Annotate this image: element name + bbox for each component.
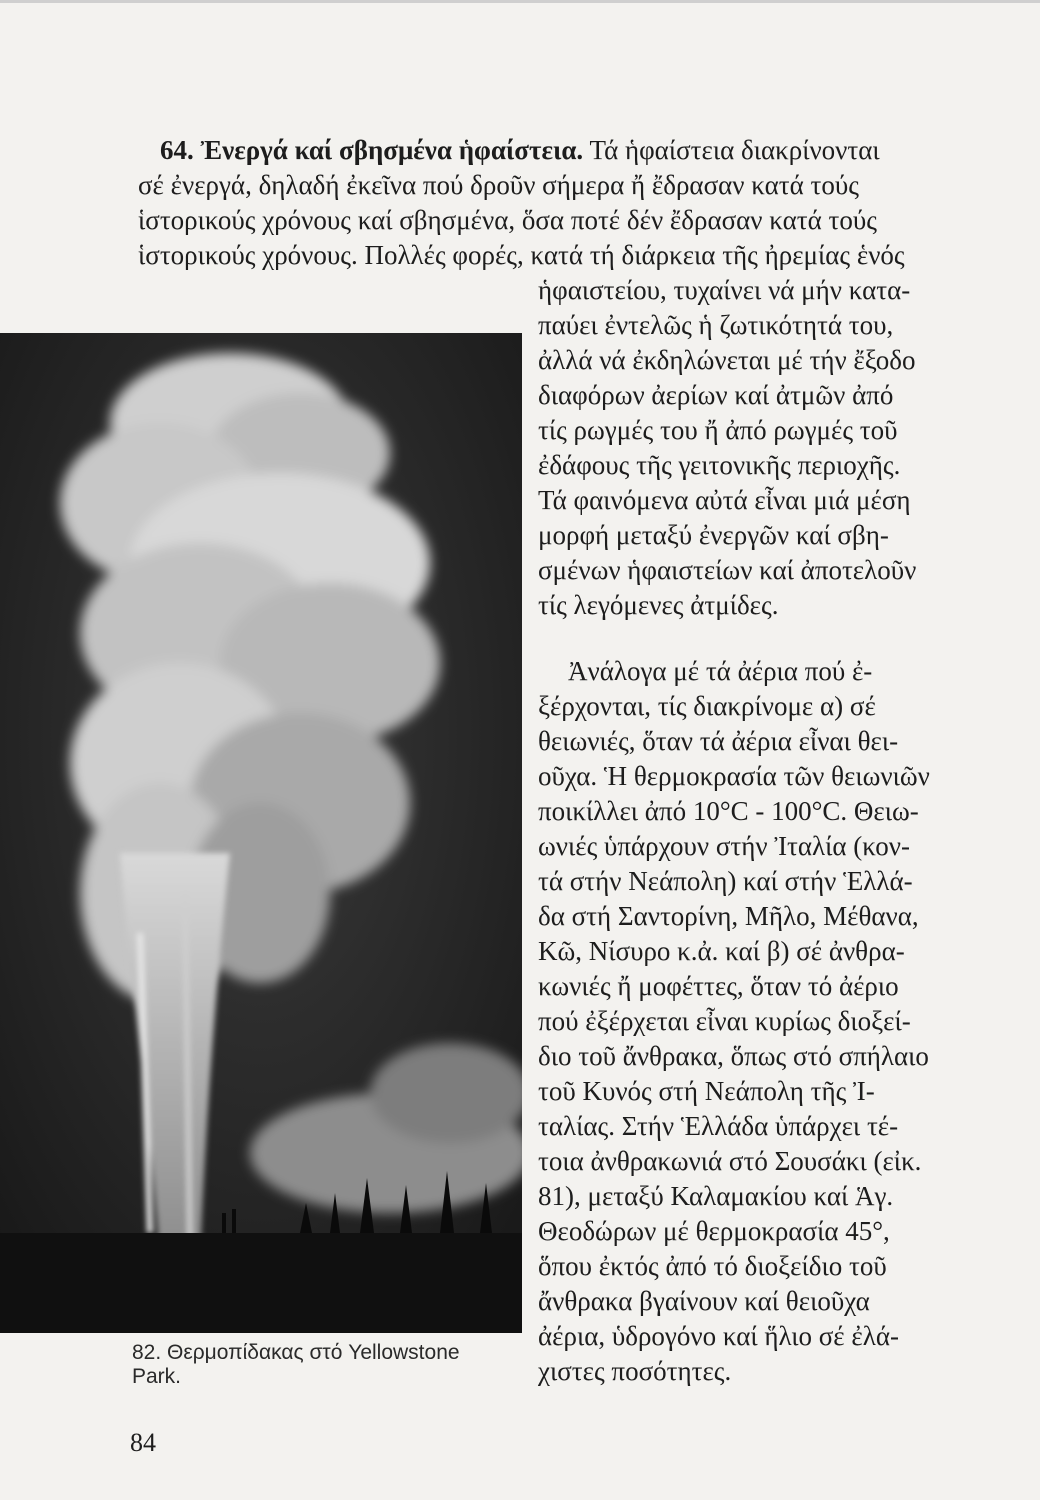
text-line: διο τοῦ ἄνθρακα, ὅπως στό σπήλαιο (538, 1041, 929, 1071)
text-line: ἐδάφους τῆς γειτονικῆς περιοχῆς. (538, 450, 901, 480)
text-line: ποικίλλει ἀπό 10°C - 100°C. Θειω- (538, 796, 919, 826)
text-line: οῦχα. Ἡ θερμοκρασία τῶν θειωνιῶν (538, 761, 930, 791)
text-line: σέ ἐνεργά, δηλαδή ἐκεῖνα πού δροῦν σήμερα ἤ ἔδρασαν κατά τούς (138, 170, 859, 200)
text-line: τίς ρωγμές του ἤ ἀπό ρωγμές τοῦ (538, 415, 898, 445)
text-line: χιστες ποσότητες. (538, 1356, 732, 1386)
figure-caption: 82. Θερμοπίδακας στό Yellowstone (132, 1341, 460, 1364)
geyser-photo (0, 333, 522, 1333)
text-line: κωνιές ἤ μοφέττες, ὅταν τό ἀέριο (538, 971, 899, 1001)
text-line: πού ἐξέρχεται εἶναι κυρίως διοξεί- (538, 1006, 911, 1036)
section-number: 64. (160, 135, 194, 165)
text-line: Κῶ, Νίσυρο κ.ἀ. καί β) σέ ἀνθρα- (538, 936, 905, 966)
page-number: 84 (130, 1428, 156, 1457)
text-line: Ἀνάλογα μέ τά ἀέρια πού ἐ- (568, 656, 873, 686)
text-line: ξέρχονται, τίς διακρίνομε α) σέ (538, 691, 876, 721)
text-line: ἱστορικούς χρόνους. Πολλές φορές, κατά τή διάρκεια τῆς ἠρεμίας ἑνός (138, 240, 905, 270)
section-title: Ἐνεργά καί σβησμένα ἡφαίστεια. (200, 135, 584, 165)
text-line: Τά φαινόμενα αὐτά εἶναι μιά μέση (538, 485, 911, 515)
text-line: ἄνθρακα βγαίνουν καί θειοῦχα (538, 1286, 870, 1316)
text-line: Θεοδώρων μέ θερμοκρασία 45°, (538, 1216, 890, 1246)
text-line: σμένων ἡφαιστείων καί ἀποτελοῦν (538, 555, 917, 585)
text-line: ὅπου ἐκτός ἀπό τό διοξείδιο τοῦ (538, 1251, 887, 1281)
text-line: παύει ἐντελῶς ἡ ζωτικότητά του, (538, 310, 894, 340)
text-line: τίς λεγόμενες ἀτμίδες. (538, 590, 779, 620)
text-line: ἀλλά νά ἐκδηλώνεται μέ τήν ἔξοδο (538, 345, 916, 375)
page-top-edge (0, 0, 1040, 3)
text-line: ἱστορικούς χρόνους καί σβησμένα, ὅσα ποτέ δέν ἔδρασαν κατά τούς (138, 205, 877, 235)
text-line: ωνιές ὑπάρχουν στήν Ἰταλία (κον- (538, 831, 910, 861)
text-line: τοια ἀνθρακωνιά στό Σουσάκι (εἰκ. (538, 1146, 922, 1176)
text-line: μορφή μεταξύ ἐνεργῶν καί σβη- (538, 520, 889, 550)
section-heading-line (160, 135, 880, 165)
text-line: δα στή Σαντορίνη, Μῆλο, Μέθανα, (538, 901, 919, 931)
text-line: ταλίας. Στήν Ἑλλάδα ὑπάρχει τέ- (538, 1111, 899, 1141)
text-line: ἡφαιστείου, τυχαίνει νά μήν κατα- (538, 275, 911, 305)
text-line: διαφόρων ἀερίων καί ἀτμῶν ἀπό (538, 380, 894, 410)
text-line: θειωνιές, ὅταν τά ἀέρια εἶναι θει- (538, 726, 899, 756)
figure-caption-cont: Park. (132, 1365, 182, 1388)
text-line: 81), μεταξύ Καλαμακίου καί Ἁγ. (538, 1181, 894, 1211)
text-line: τοῦ Κυνός στή Νεάπολη τῆς Ἰ- (538, 1076, 875, 1106)
text-line: τά στήν Νεάπολη) καί στήν Ἑλλά- (538, 866, 913, 896)
text-line: ἀέρια, ὑδρογόνο καί ἥλιο σέ ἐλά- (538, 1321, 899, 1351)
text-line: Τά ἡφαίστεια διακρίνονται (589, 135, 880, 165)
